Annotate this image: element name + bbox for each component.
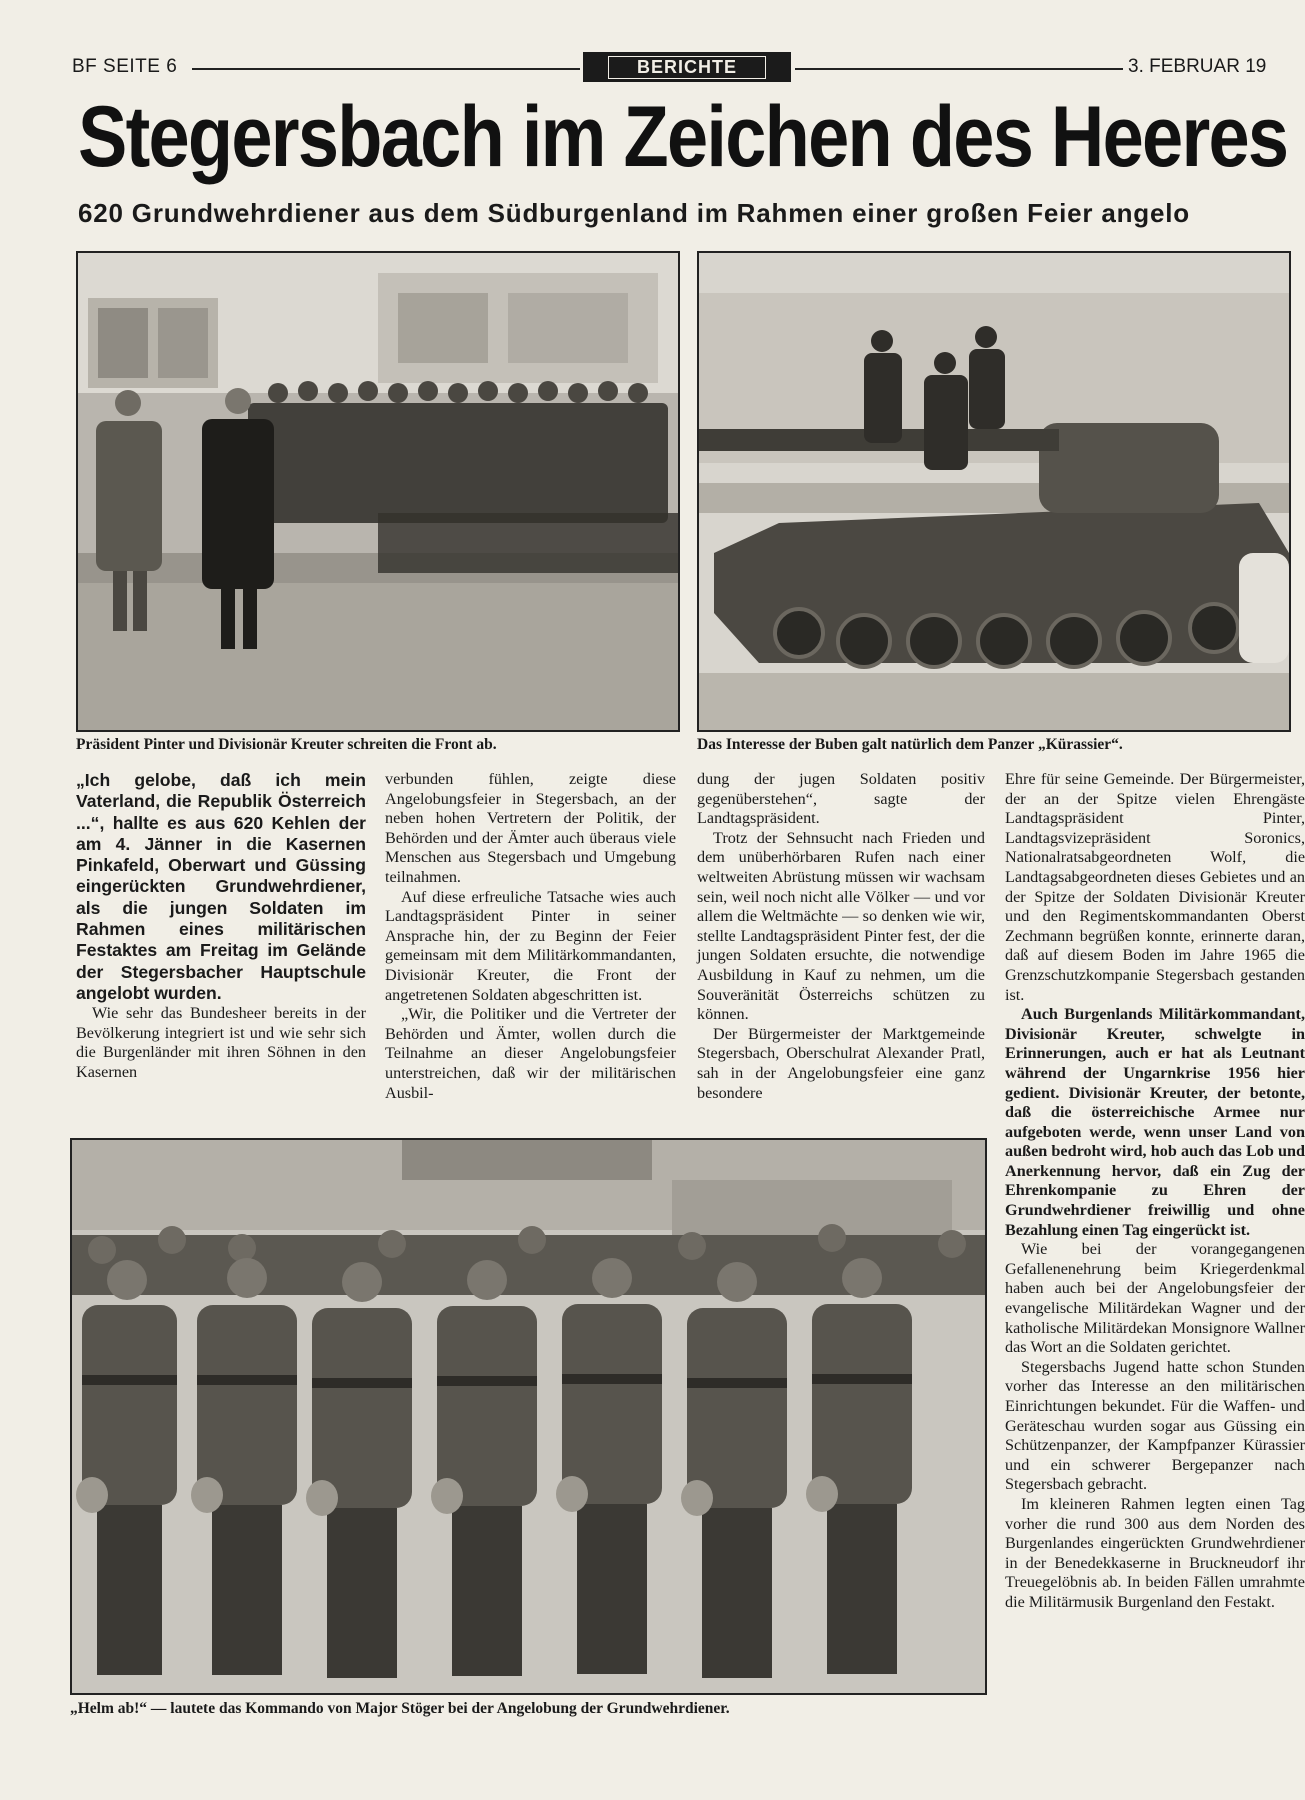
- photo-tank-image: [699, 253, 1289, 730]
- article-paragraph: Wie bei der vorangegangenen Gefallenenehrung beim Kriegerdenkmal haben auch bei der Angelobungsfeier der evangelische Militärdekan Wagner und der katholische Militärdekan Monsignore Wallner das Wort an die Soldaten gerichtet.: [1005, 1240, 1305, 1357]
- headline: Stegersbach im Zeichen des Heeres: [78, 89, 1288, 185]
- article-paragraph: Der Bürgermeister der Marktgemeinde Stegersbach, Oberschulrat Alexander Pratl, sah in der Angelobungsfeier eine ganz besondere: [697, 1024, 985, 1102]
- photo-helm-ab: [70, 1138, 987, 1695]
- article-column-1: [76, 770, 366, 1158]
- photo-front-inspection-image: [78, 253, 678, 730]
- article-column-4: [1005, 770, 1305, 1775]
- caption-front-inspection: Präsident Pinter und Divisionär Kreuter schreiten die Front ab.: [76, 736, 497, 753]
- section-badge: [583, 52, 791, 82]
- issue-date: 3. FEBRUAR 19: [1128, 56, 1267, 77]
- article-lead: „Ich gelobe, daß ich mein Vaterland, die Republik Österreich ...“, hallte es aus 620 Kehlen der am 4. Jänner in die Kasernen Pinkafeld, Oberwart und Güssing eingerückten Grundwehrdiener, als die jungen Soldaten im Rahmen eines militärischen Festaktes am Freitag im Gelände der Stegersbacher Hauptschule angelobt wurden.: [76, 770, 366, 1003]
- header-rule-right: [795, 68, 1123, 70]
- page-label: BF SEITE 6: [72, 56, 178, 77]
- article-paragraph: Wie sehr das Bundesheer bereits in der Bevölkerung integriert ist und wie sehr sich die Burgenländer mit ihren Söhnen in den Kasernen: [76, 1004, 366, 1082]
- caption-tank: Das Interesse der Buben galt natürlich dem Panzer „Kürassier“.: [697, 736, 1123, 753]
- section-label: BERICHTE: [608, 56, 766, 79]
- article-column-3: [697, 770, 985, 1158]
- article-column-2: [385, 770, 676, 1158]
- subheadline: 620 Grundwehrdiener aus dem Südburgenland im Rahmen einer großen Feier angelo: [78, 198, 1190, 228]
- article-paragraph: dung der jugen Soldaten positiv gegenüberstehen“, sagte der Landtagspräsident.: [697, 770, 985, 828]
- header-rule-left: [192, 68, 580, 70]
- article-paragraph: Ehre für seine Gemeinde. Der Bürgermeister, der an der Spitze vielen Ehrengäste Landtagspräsident Pinter, Landtagsvizepräsident Soronics, Nationalratsabgeordneten Wolf, die Landtagsabgeordneten dieses Gebietes und an der Spitze der Soldaten Divisionär Kreuter und den Regimentskommandanten Oberst Zechmann begrüßen konnte, erinnerte daran, daß auf diesem Boden im Jahre 1965 die Grenzschutzkompanie Stegersbach gestanden ist.: [1005, 770, 1305, 1004]
- article-paragraph: verbunden fühlen, zeigte diese Angelobungsfeier in Stegersbach, an der neben hohen Vertretern der Politik, der Behörden und der Ämter auch überaus viele Menschen aus Stegersbach und Umgebung teilnahmen.: [385, 770, 676, 886]
- photo-front-inspection: [76, 251, 680, 732]
- caption-helm-ab: „Helm ab!“ — lautete das Kommando von Major Stöger bei der Angelobung der Grundwehrdiener.: [70, 1700, 730, 1717]
- article-paragraph: Stegersbachs Jugend hatte schon Stunden vorher das Interesse an den militärischen Einrichtungen bekundet. Für die Waffen- und Geräteschau wurden sogar aus Güssing ein Schützenpanzer, der Kampfpanzer Kürassier und ein schwerer Bergepanzer nach Stegersbach gebracht.: [1005, 1357, 1305, 1494]
- photo-tank-kuerassier: [697, 251, 1291, 732]
- photo-helm-ab-image: [72, 1140, 985, 1693]
- article-paragraph: „Wir, die Politiker und die Vertreter der Behörden und Ämter, wollen durch die Teilnahme an dieser Angelobungsfeier unterstreichen, daß wir der militärischen Ausbil-: [385, 1005, 676, 1102]
- article-paragraph: Trotz der Sehnsucht nach Frieden und dem unüberhörbaren Rufen nach einer weltweiten Abrüstung müssen wir wachsam sein, weil noch nicht alle Völker — und vor allem die Weltmächte — so denken wie wir, stellte Landtagspräsident Pinter fest, der die jungen Soldaten ersuchte, die notwendige Ausbildung in Kauf zu nehmen, um die Souveränität Österreichs schützen zu können.: [697, 828, 985, 1024]
- article-paragraph: Auf diese erfreuliche Tatsache wies auch Landtagspräsident Pinter in seiner Ansprache hin, der zu Beginn der Feier gemeinsam mit dem Militärkommandanten, Divisionär Kreuter, die Front der angetretenen Soldaten abgeschritten ist.: [385, 887, 676, 1004]
- article-paragraph-bold: Auch Burgenlands Militärkommandant, Divisionär Kreuter, schwelgte in Erinnerungen, auch er hat als Leutnant während der Ungarnkrise 1956 hier gedient. Divisionär Kreuter, der betonte, daß die österreichische Armee nur aufgeboten werde, wenn unser Land von außen bedroht wird, hob auch das Lob und Anerkennung hervor, daß ein Zug der Ehrenkompanie zu Ehren der Grundwehrdiener freiwillig und ohne Bezahlung einen Tag eingerückt ist.: [1005, 1005, 1305, 1239]
- article-paragraph: Im kleineren Rahmen legten einen Tag vorher die rund 300 aus dem Norden des Burgenlandes eingerückten Grundwehrdiener in der Benedekkaserne in Bruckneudorf ihr Treuegelöbnis ab. In beiden Fällen umrahmte die Militärmusik Burgenland den Festakt.: [1005, 1494, 1305, 1611]
